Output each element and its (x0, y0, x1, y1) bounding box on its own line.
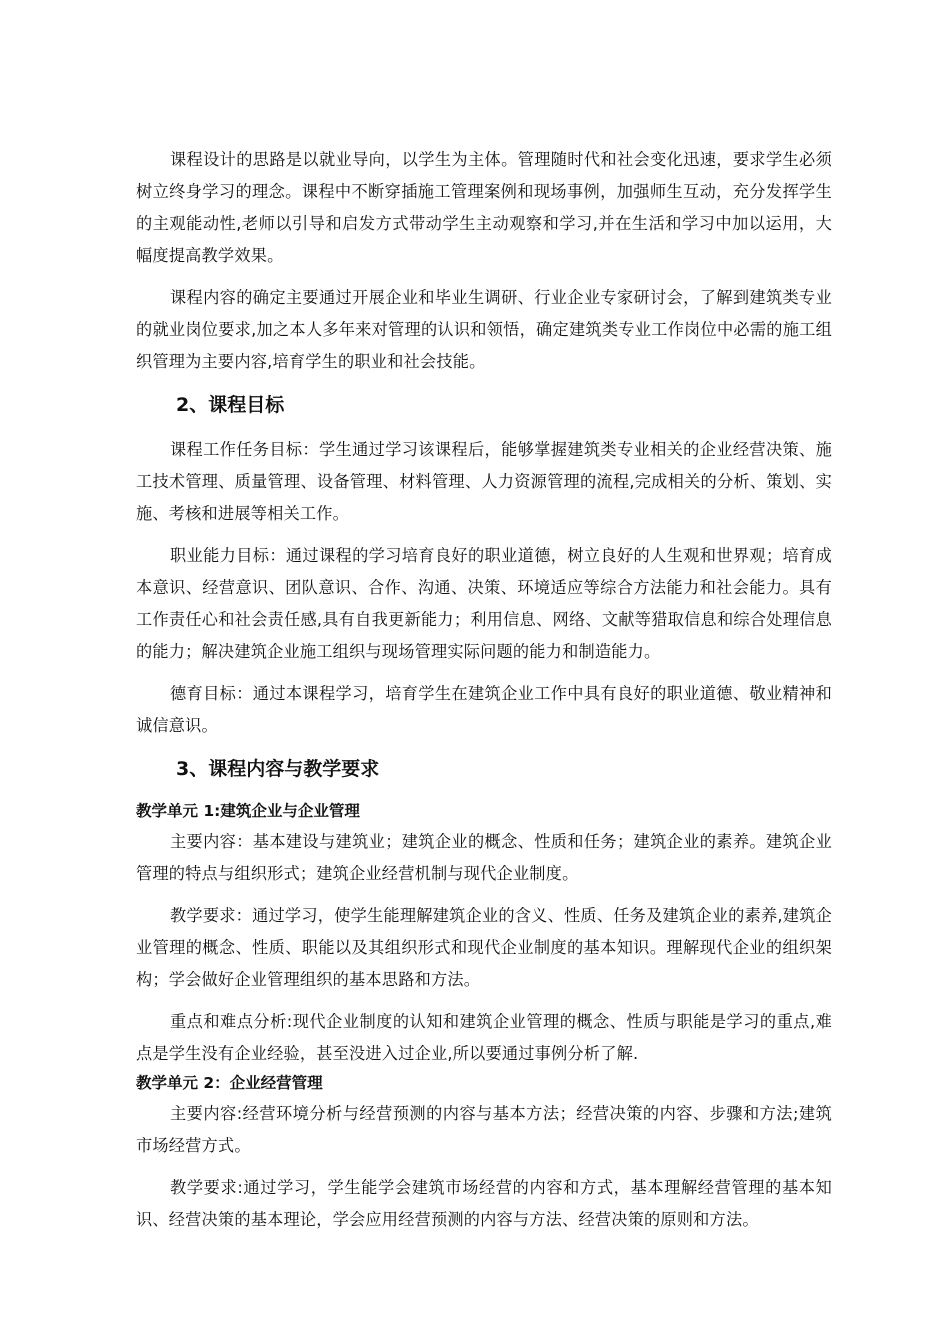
task-goal-paragraph: 课程工作任务目标：学生通过学习该课程后，能够掌握建筑类专业相关的企业经营决策、施工技术管理、质量管理、设备管理、材料管理、人力资源管理的流程,完成相关的分析、策划、实施、考核和进展等相关工作。 (136, 440, 832, 523)
moral-goal-paragraph: 德育目标：通过本课程学习，培育学生在建筑企业工作中具有良好的职业道德、敬业精神和诚信意识。 (136, 684, 832, 735)
intro-paragraph-1: 课程设计的思路是以就业导向，以学生为主体。管理随时代和社会变化迅速，要求学生必须树立终身学习的理念。课程中不断穿插施工管理案例和现场事例，加强师生互动，充分发挥学生的主观能动性,老师以引导和启发方式带动学生主动观察和学习,并在生活和学习中加以运用，大幅度提高教学效果。 (136, 150, 832, 265)
unit-1-requirements: 教学要求：通过学习，使学生能理解建筑企业的含义、性质、任务及建筑企业的素养,建筑企业管理的概念、性质、职能以及其组织形式和现代企业制度的基本知识。理解现代企业的组织架构；学会做好企业管理组织的基本思路和方法。 (136, 906, 832, 989)
unit-2-requirements: 教学要求:通过学习，学生能学会建筑市场经营的内容和方式，基本理解经营管理的基本知识、经营决策的基本理论，学会应用经营预测的内容与方法、经营决策的原则和方法。 (136, 1178, 832, 1229)
unit-2-heading: 教学单元 2：企业经营管理 (136, 1074, 323, 1092)
section-2-heading: 2、课程目标 (176, 394, 285, 416)
ability-goal-paragraph: 职业能力目标：通过课程的学习培育良好的职业道德，树立良好的人生观和世界观；培育成本意识、经营意识、团队意识、合作、沟通、决策、环境适应等综合方法能力和社会能力。具有工作责任心和社会责任感,具有自我更新能力；利用信息、网络、文献等猎取信息和综合处理信息的能力；解决建筑企业施工组织与现场管理实际问题的能力和制造能力。 (136, 546, 832, 661)
intro-paragraph-2: 课程内容的确定主要通过开展企业和毕业生调研、行业企业专家研讨会，了解到建筑类专业的就业岗位要求,加之本人多年来对管理的认识和领悟，确定建筑类专业工作岗位中必需的施工组织管理为主要内容,培育学生的职业和社会技能。 (136, 288, 832, 371)
unit-1-analysis: 重点和难点分析:现代企业制度的认知和建筑企业管理的概念、性质与职能是学习的重点,难点是学生没有企业经验，甚至没进入过企业,所以要通过事例分析了解. (136, 1012, 832, 1063)
unit-1-content: 主要内容：基本建设与建筑业；建筑企业的概念、性质和任务；建筑企业的素养。建筑企业管理的特点与组织形式；建筑企业经营机制与现代企业制度。 (136, 832, 832, 883)
unit-2-content: 主要内容:经营环境分析与经营预测的内容与基本方法；经营决策的内容、步骤和方法;建筑市场经营方式。 (136, 1104, 832, 1155)
unit-1-heading: 教学单元 1:建筑企业与企业管理 (136, 802, 360, 820)
section-3-heading: 3、课程内容与教学要求 (176, 758, 380, 780)
